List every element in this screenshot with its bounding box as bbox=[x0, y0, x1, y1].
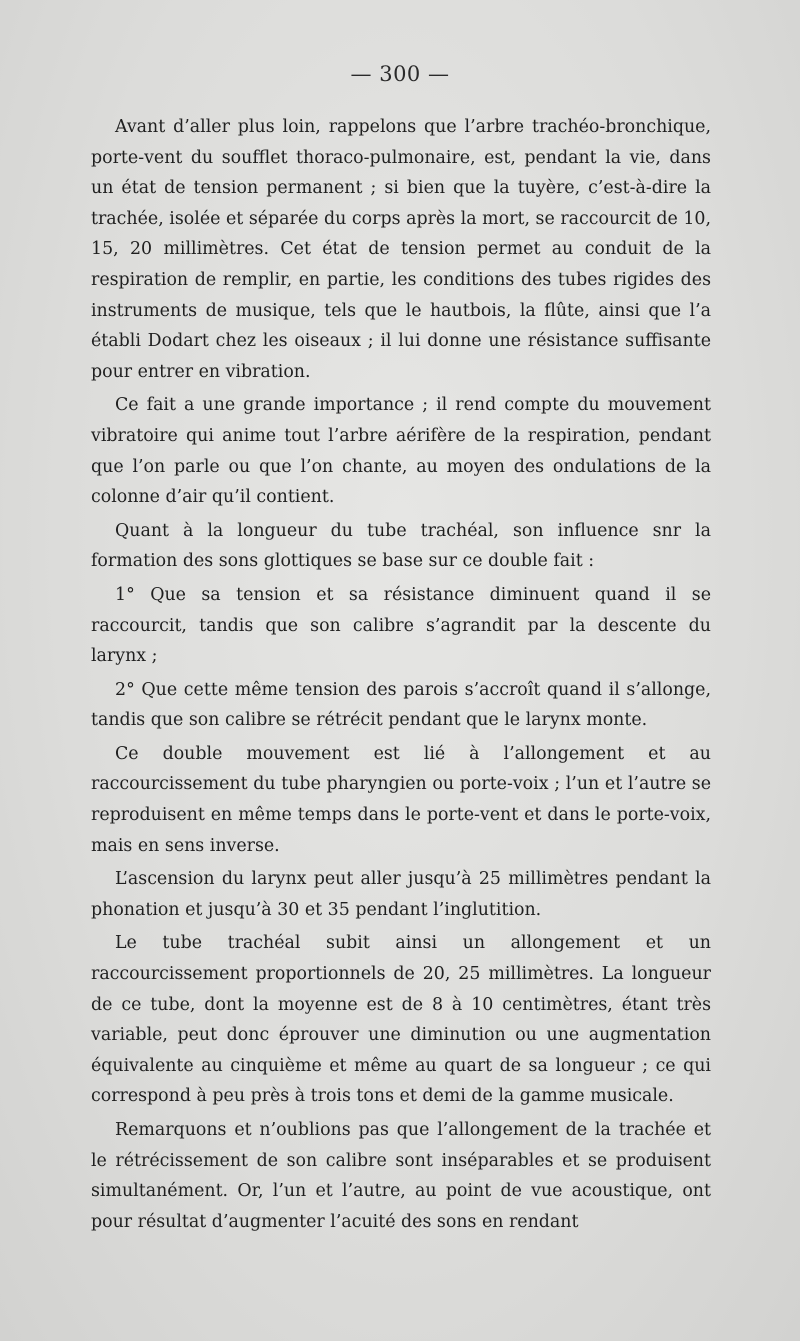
paragraph: L’ascension du larynx peut aller jusqu’à 25 millimètres pendant la phonation et jusqu’à 30 et 35 pendant l’inglutition. bbox=[91, 869, 711, 920]
paragraph: Le tube trachéal subit ainsi un allongement et un raccourcissement proportionnels de 20, 25 millimètres. La longueur de ce tube, dont la moyenne est de 8 à 10 centimètres, étant très variable, peut donc éprouver une diminution ou une augmentation équivalente au cinquième et même au quart de sa longueur ; ce qui correspond à peu près à trois tons et demi de la gamme musicale. bbox=[91, 933, 711, 1107]
paragraph: Remarquons et n’oublions pas que l’allongement de la trachée et le rétrécissement de son calibre sont inséparables et se produisent simultanément. Or, l’un et l’autre, au point de vue acoustique, ont pour résultat d’augmenter l’acuité des sons en rendant bbox=[91, 1120, 711, 1232]
paragraph: Avant d’aller plus loin, rappelons que l’arbre trachéo-bronchique, porte-vent du soufflet thoraco-pulmonaire, est, pendant la vie, dans un état de tension permanent ; si bien que la tuyère, c’est-à-dire la trachée, isolée et séparée du corps après la mort, se raccourcit de 10, 15, 20 millimètres. Cet état de tension permet au conduit de la respiration de remplir, en partie, les conditions des tubes rigides des instruments de musique, tels que le hautbois, la flûte, ainsi que l’a établi Dodart chez les oiseaux ; il lui donne une résistance suffisante pour entrer en vibration. bbox=[91, 117, 711, 382]
paragraph: Ce double mouvement est lié à l’allongement et au raccourcissement du tube pharyngien ou porte-voix ; l’un et l’autre se reproduisent en même temps dans le porte-vent et dans le porte-voix, mais en sens inverse. bbox=[91, 743, 711, 856]
paragraph: Ce fait a une grande importance ; il rend compte du mouvement vibratoire qui anime tout l’arbre aérifère de la respiration, pendant que l’on parle ou que l’on chante, au moyen des ondulations de la colonne d’air qu’il contient. bbox=[91, 395, 711, 508]
paragraph: 2° Que cette même tension des parois s’accroît quand il s’allonge, tandis que son calibre se rétrécit pendant que le larynx monte. bbox=[91, 679, 711, 731]
body-text bbox=[91, 112, 711, 1240]
page-number: — 300 — bbox=[350, 62, 450, 86]
paragraph: Quant à la longueur du tube trachéal, son influence snr la formation des sons glottiques se base sur ce double fait : bbox=[91, 520, 711, 572]
paragraph: 1° Que sa tension et sa résistance diminuent quand il se raccourcit, tandis que son calibre s’agrandit par la descente du larynx ; bbox=[91, 584, 711, 667]
